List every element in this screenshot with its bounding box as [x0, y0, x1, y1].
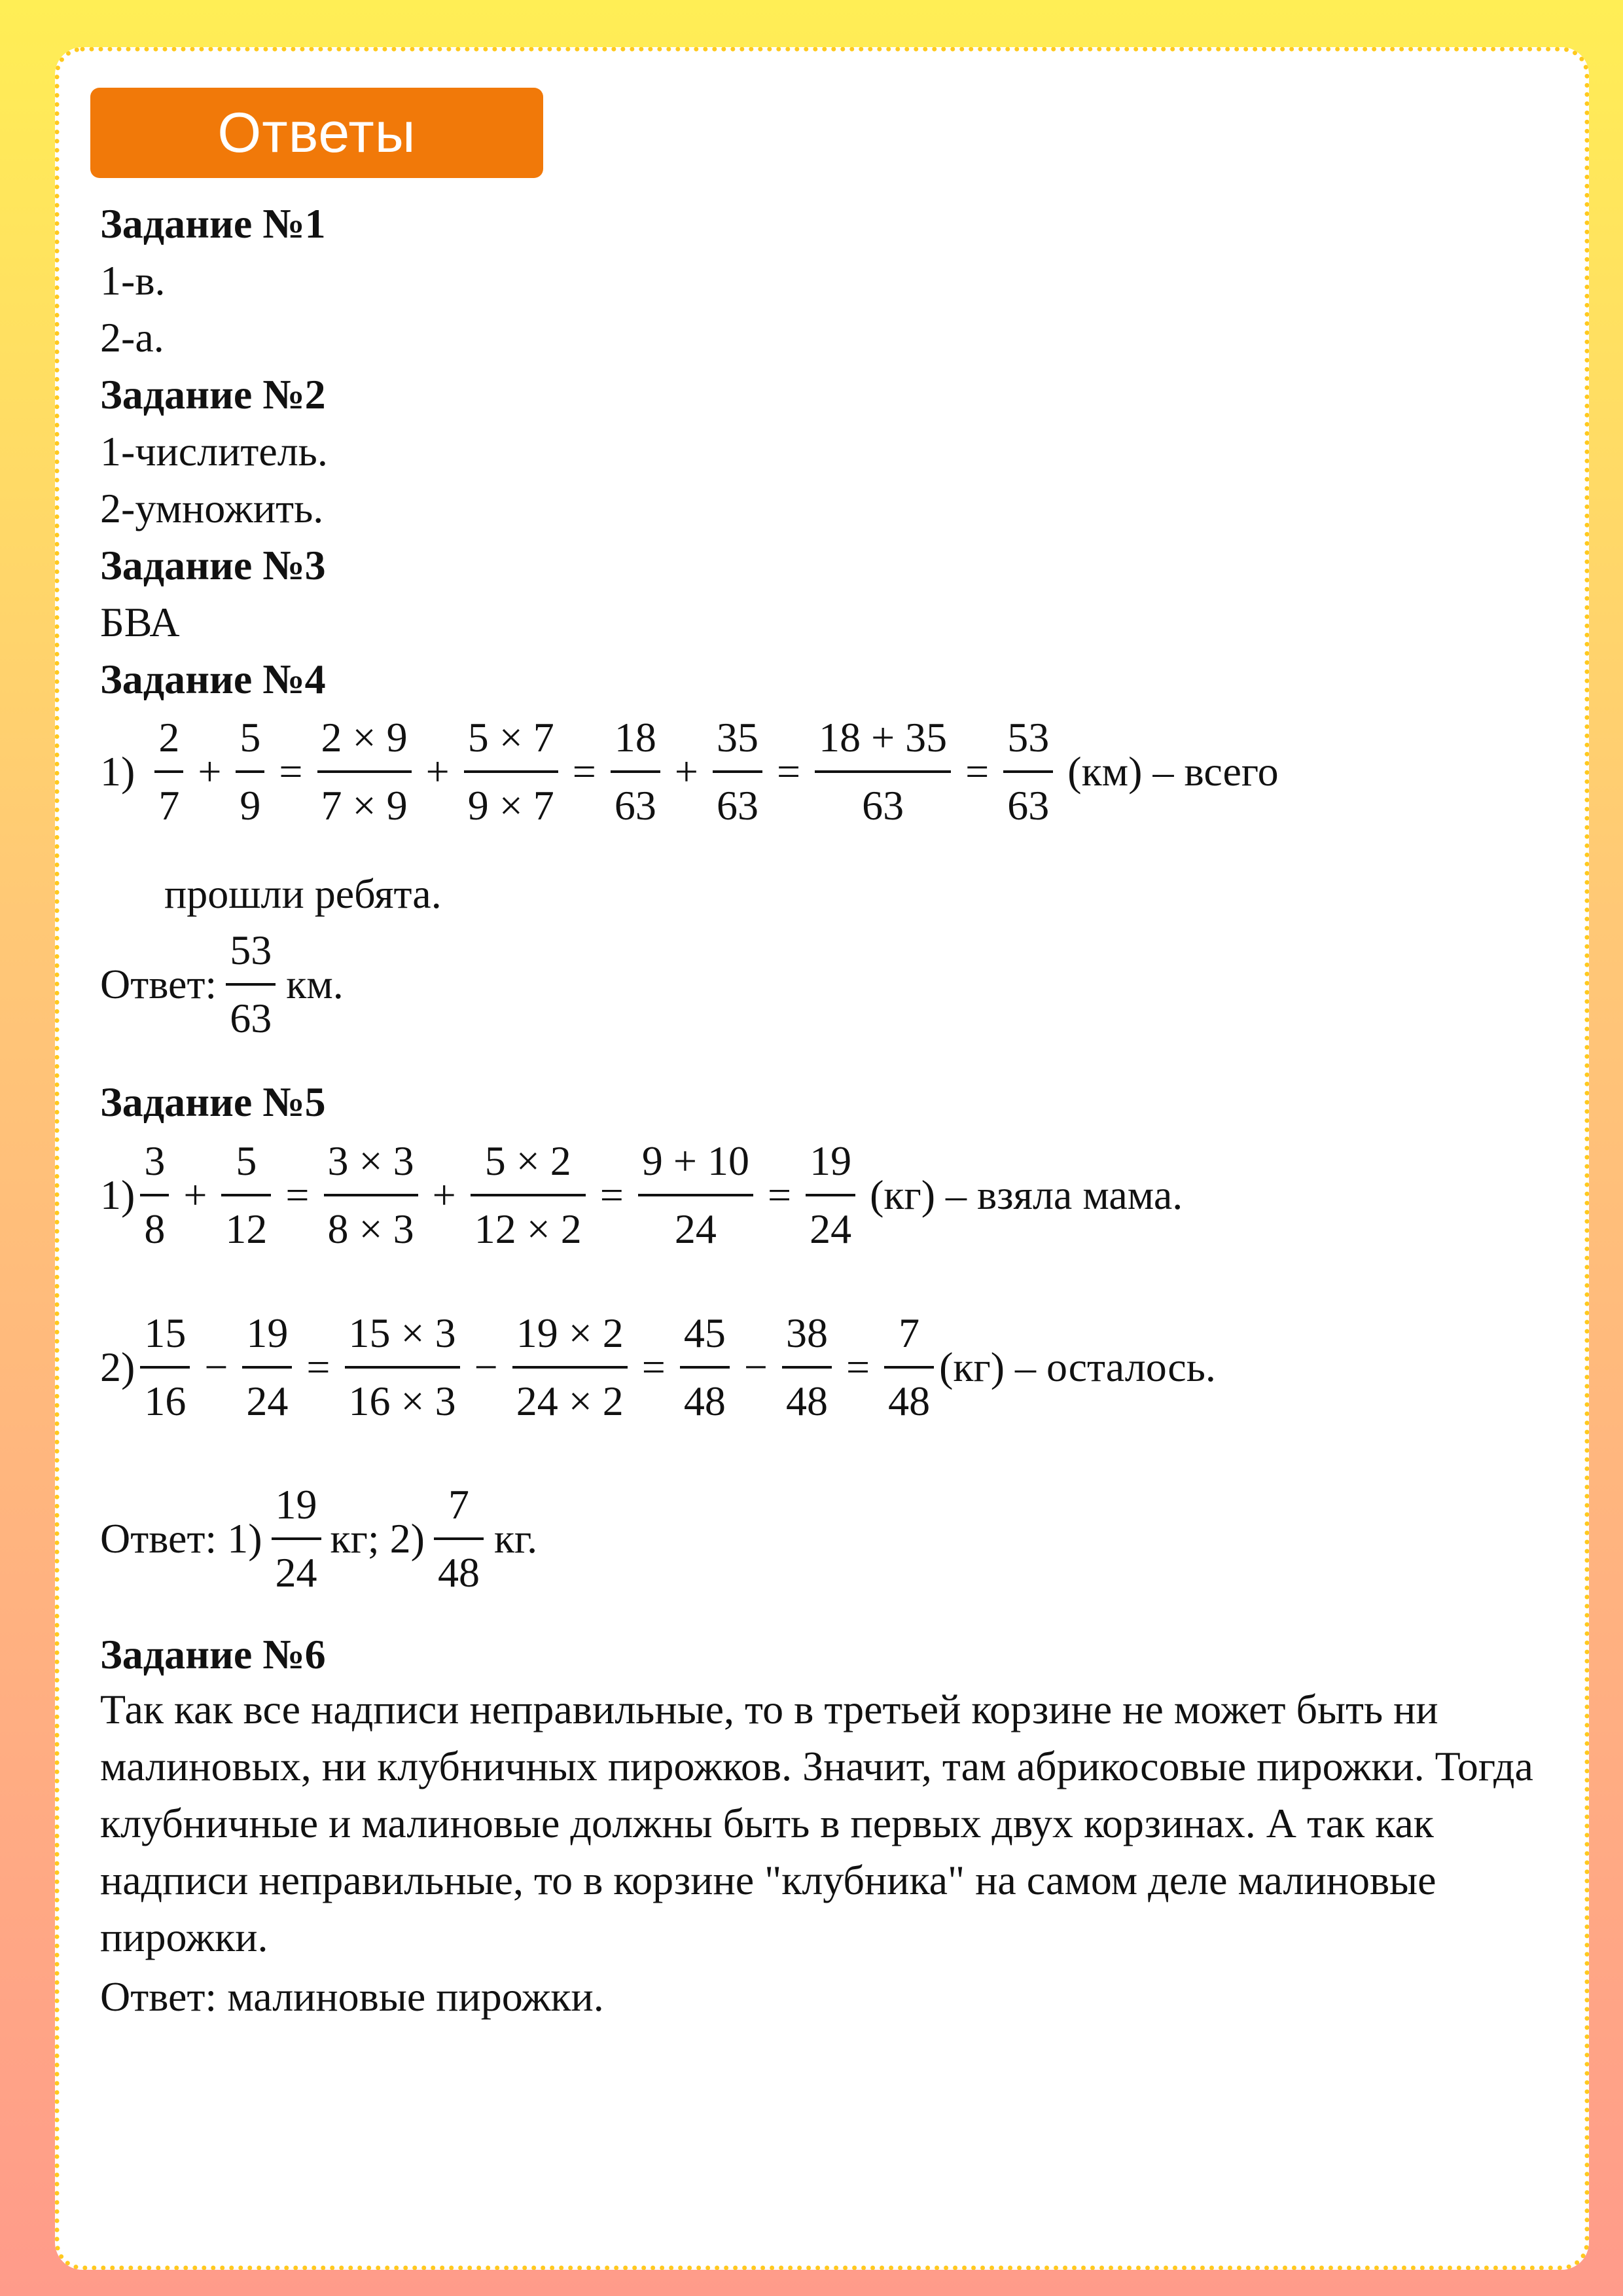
fraction: $\frac{5 \times 2}{12 \times 2}$ [471, 1140, 586, 1250]
task-3-title: Задание №3 [100, 542, 326, 588]
fraction: $\frac{2}{7}$ [154, 717, 183, 827]
fraction: $\frac{5}{9}$ [236, 717, 264, 827]
minus-sign: − [474, 1344, 498, 1390]
answer-suffix: кг. [493, 1515, 538, 1562]
minus-sign: − [743, 1344, 768, 1390]
fraction: $\frac{53}{63}$ [226, 929, 276, 1039]
equals-sign: = [279, 748, 303, 795]
equation-suffix: (кг) – взяла мама. [870, 1172, 1183, 1218]
task-5-equation-1 [100, 1140, 1183, 1250]
task-5-title: Задание №5 [100, 1079, 326, 1125]
fraction: $\frac{45}{48}$ [680, 1312, 730, 1422]
fraction: $\frac{19}{24}$ [242, 1312, 292, 1422]
task-1-title: Задание №1 [100, 200, 326, 247]
plus-sign: + [432, 1172, 456, 1218]
plus-sign: + [425, 748, 450, 795]
equals-sign: = [846, 1344, 870, 1390]
fraction: $\frac{18}{63}$ [611, 717, 660, 827]
fraction: $\frac{19 \times 2}{24 \times 2}$ [512, 1312, 628, 1422]
fraction: $\frac{15}{16}$ [140, 1312, 190, 1422]
task-5-answer [100, 1481, 538, 1596]
task-2-line-2: 2-умножить. [100, 485, 324, 531]
equals-sign: = [641, 1344, 666, 1390]
equation-suffix: (кг) – осталось. [939, 1344, 1216, 1390]
equals-sign: = [776, 748, 801, 795]
fraction: $\frac{5 \times 7}{9 \times 7}$ [464, 717, 558, 827]
task-6-text: Так как все надписи неправильные, то в третьей корзине не может быть ни малиновых, ни клубничных пирожков. Значит, там абрикосовые пирожки. Тогда клубничные и малиновые должны быть в первых двух корзинах. А так как надписи неправильные, то в корзине "клубника" на самом деле малиновые пирожки. [100, 1686, 1533, 1960]
equation-label: 2) [100, 1344, 135, 1390]
task-4-answer [100, 929, 344, 1039]
task-4-equation [100, 714, 1279, 829]
fraction: $\frac{53}{63}$ [1003, 717, 1053, 827]
task-3-line-1: БВА [100, 599, 180, 645]
fraction: $\frac{35}{63}$ [713, 717, 762, 827]
equals-sign: = [285, 1172, 310, 1218]
fraction: $\frac{5}{12}$ [221, 1140, 271, 1250]
task-1-line-1: 1-в. [100, 257, 166, 304]
task-1-line-2: 2-а. [100, 314, 164, 361]
answer-suffix: км. [286, 961, 344, 1007]
equals-sign: = [965, 748, 990, 795]
minus-sign: − [204, 1344, 228, 1390]
equals-sign: = [306, 1344, 330, 1390]
fraction: $\frac{3 \times 3}{8 \times 3}$ [324, 1140, 418, 1250]
task-4-continuation: прошли ребята. [164, 870, 442, 917]
plus-sign: + [183, 1172, 207, 1218]
page-title: Ответы [90, 88, 543, 178]
fraction: $\frac{7}{48}$ [434, 1484, 484, 1594]
equation-label: 1) [100, 1172, 135, 1218]
fraction: $\frac{19}{24}$ [272, 1484, 321, 1594]
task-2-title: Задание №2 [100, 371, 326, 418]
fraction: $\frac{15 \times 3}{16 \times 3}$ [345, 1312, 460, 1422]
fraction: $\frac{19}{24}$ [806, 1140, 855, 1250]
task-4-title: Задание №4 [100, 656, 326, 702]
equals-sign: = [572, 748, 596, 795]
fraction: $\frac{38}{48}$ [782, 1312, 832, 1422]
task-6-answer: Ответ: малиновые пирожки. [100, 1973, 604, 2020]
task-6-title: Задание №6 [100, 1631, 326, 1677]
plus-sign: + [674, 748, 698, 795]
fraction: $\frac{18 + 35}{63}$ [815, 717, 951, 827]
equals-sign: = [599, 1172, 624, 1218]
fraction: $\frac{2 \times 9}{7 \times 9}$ [317, 717, 412, 827]
task-5-equation-2 [100, 1312, 1216, 1422]
answer-middle: кг; 2) [330, 1515, 425, 1562]
task-2-line-1: 1-числитель. [100, 428, 328, 475]
equation-label: 1) [100, 748, 135, 795]
fraction: $\frac{7}{48}$ [884, 1312, 934, 1422]
fraction: $\frac{9 + 10}{24}$ [638, 1140, 753, 1250]
answer-prefix: Ответ: 1) [100, 1515, 262, 1562]
answer-prefix: Ответ: [100, 961, 217, 1007]
plus-sign: + [198, 748, 222, 795]
fraction: $\frac{3}{8}$ [140, 1140, 169, 1250]
equals-sign: = [767, 1172, 792, 1218]
equation-suffix: (км) – всего [1067, 748, 1279, 795]
